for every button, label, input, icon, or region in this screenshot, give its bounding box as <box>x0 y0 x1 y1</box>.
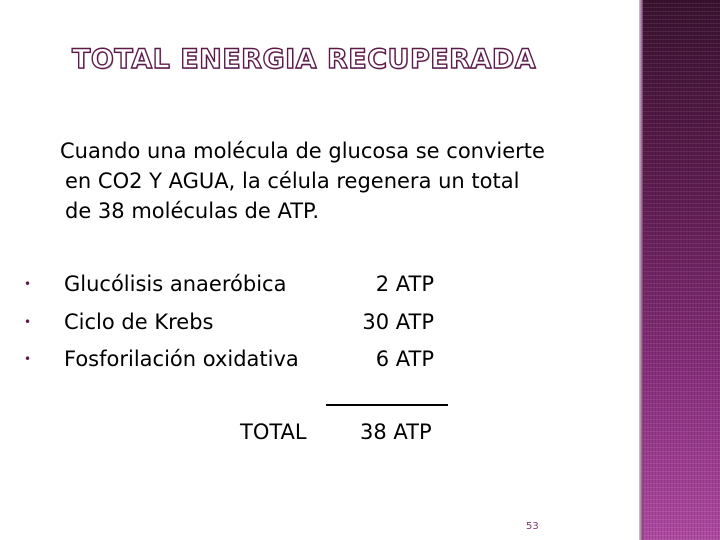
item-label: Glucólisis anaeróbica <box>64 272 287 296</box>
slide-title: TOTAL ENERGIA RECUPERADA <box>72 44 537 75</box>
bullet-icon: • <box>24 277 32 291</box>
intro-line: en CO2 Y AGUA, la célula regenera un total <box>65 169 520 193</box>
intro-line: Cuando una molécula de glucosa se convierte <box>60 139 545 163</box>
total-label: TOTAL <box>240 420 307 444</box>
sum-divider <box>326 404 448 406</box>
bullet-icon: • <box>24 352 32 366</box>
item-value: 6 ATP <box>375 347 434 371</box>
bullet-icon: • <box>24 315 32 329</box>
intro-paragraph <box>60 136 620 226</box>
item-label: Fosforilación oxidativa <box>64 347 299 371</box>
item-value: 30 ATP <box>362 310 434 334</box>
total-value: 38 ATP <box>360 420 432 444</box>
decorative-sidebar <box>643 0 720 540</box>
page-number: 53 <box>526 521 539 532</box>
item-value: 2 ATP <box>375 272 434 296</box>
intro-line: de 38 moléculas de ATP. <box>65 199 320 223</box>
item-label: Ciclo de Krebs <box>64 310 214 334</box>
